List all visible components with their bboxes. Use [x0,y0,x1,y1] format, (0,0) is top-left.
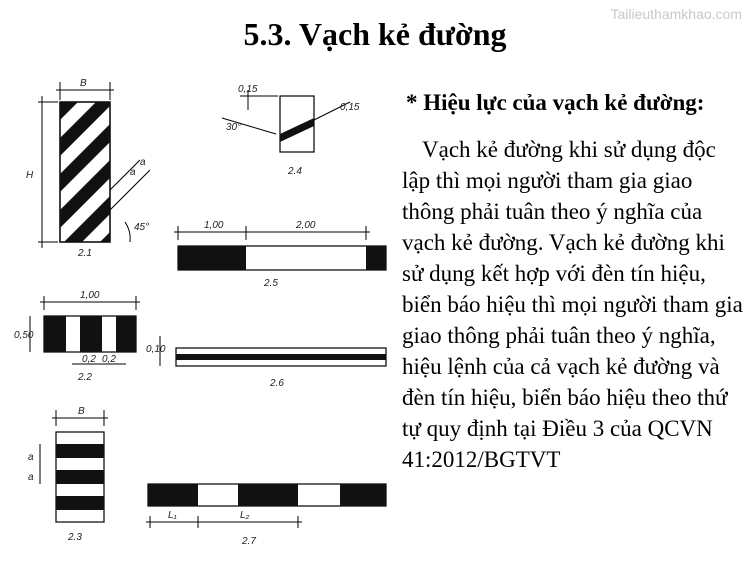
f23-a1: a [28,452,34,463]
f22-caption: 2.2 [78,372,92,383]
f21-a2: a [140,157,146,168]
watermark: Tailieuthamkhao.com [610,6,742,22]
figure-2-2 [14,290,140,383]
f27-caption: 2.7 [242,536,256,547]
f27-l2: L₂ [240,510,250,521]
f23-width-label: B [78,406,85,417]
page-title: 5.3. Vạch kẻ đường [243,16,507,52]
figure-2-7 [146,484,386,547]
f22-d2: 0,2 [102,354,116,365]
figure-2-1 [26,70,150,320]
f24-dim1: 0,15 [238,84,258,95]
f21-angle-label: 45° [134,222,150,233]
figure-2-4 [222,84,360,177]
f23-caption: 2.3 [68,532,82,543]
f22-top-dim: 1,00 [80,290,100,301]
figure-2-6 [146,336,386,389]
f24-caption: 2.4 [288,166,302,177]
f21-width-label: B [80,78,87,89]
f22-d1: 0,2 [82,354,96,365]
f22-side-dim: 0,50 [14,330,34,341]
figure-2-5 [174,220,386,289]
body-paragraph: Vạch kẻ đường khi sử dụng độc lập thì mọi người tham gia giao thông phải tuân theo ý nghĩa của vạch kẻ đường. Vạch kẻ đường khi sử dụng kết hợp với đèn tín hiệu, biển báo hiệu thì mọi người tham gia giao thông phải tuân theo ý nghĩa, hiệu lệnh của cả vạch kẻ đường và đèn tín hiệu, biển báo hiệu theo thứ tự quy định tại Điều 3 của QCVN 41:2012/BGTVT [402,137,743,472]
road-marking-figure [0,70,400,550]
f21-height-label: H [26,170,34,181]
f25-caption: 2.5 [264,278,278,289]
f27-l1: L₁ [168,510,177,521]
f25-dim2: 2,00 [296,220,316,231]
figure-2-3 [28,406,108,543]
f21-caption: 2.1 [78,248,92,259]
section-heading: * Hiệu lực của vạch kẻ đường: [406,90,705,115]
f23-a2: a [28,472,34,483]
text-panel [400,90,745,475]
f24-angle: 30° [226,122,242,133]
f24-dim2: 0,15 [340,102,360,113]
f26-caption: 2.6 [270,378,284,389]
f26-dim: 0,10 [146,344,166,355]
f21-a1: a [130,167,136,178]
f25-dim1: 1,00 [204,220,224,231]
